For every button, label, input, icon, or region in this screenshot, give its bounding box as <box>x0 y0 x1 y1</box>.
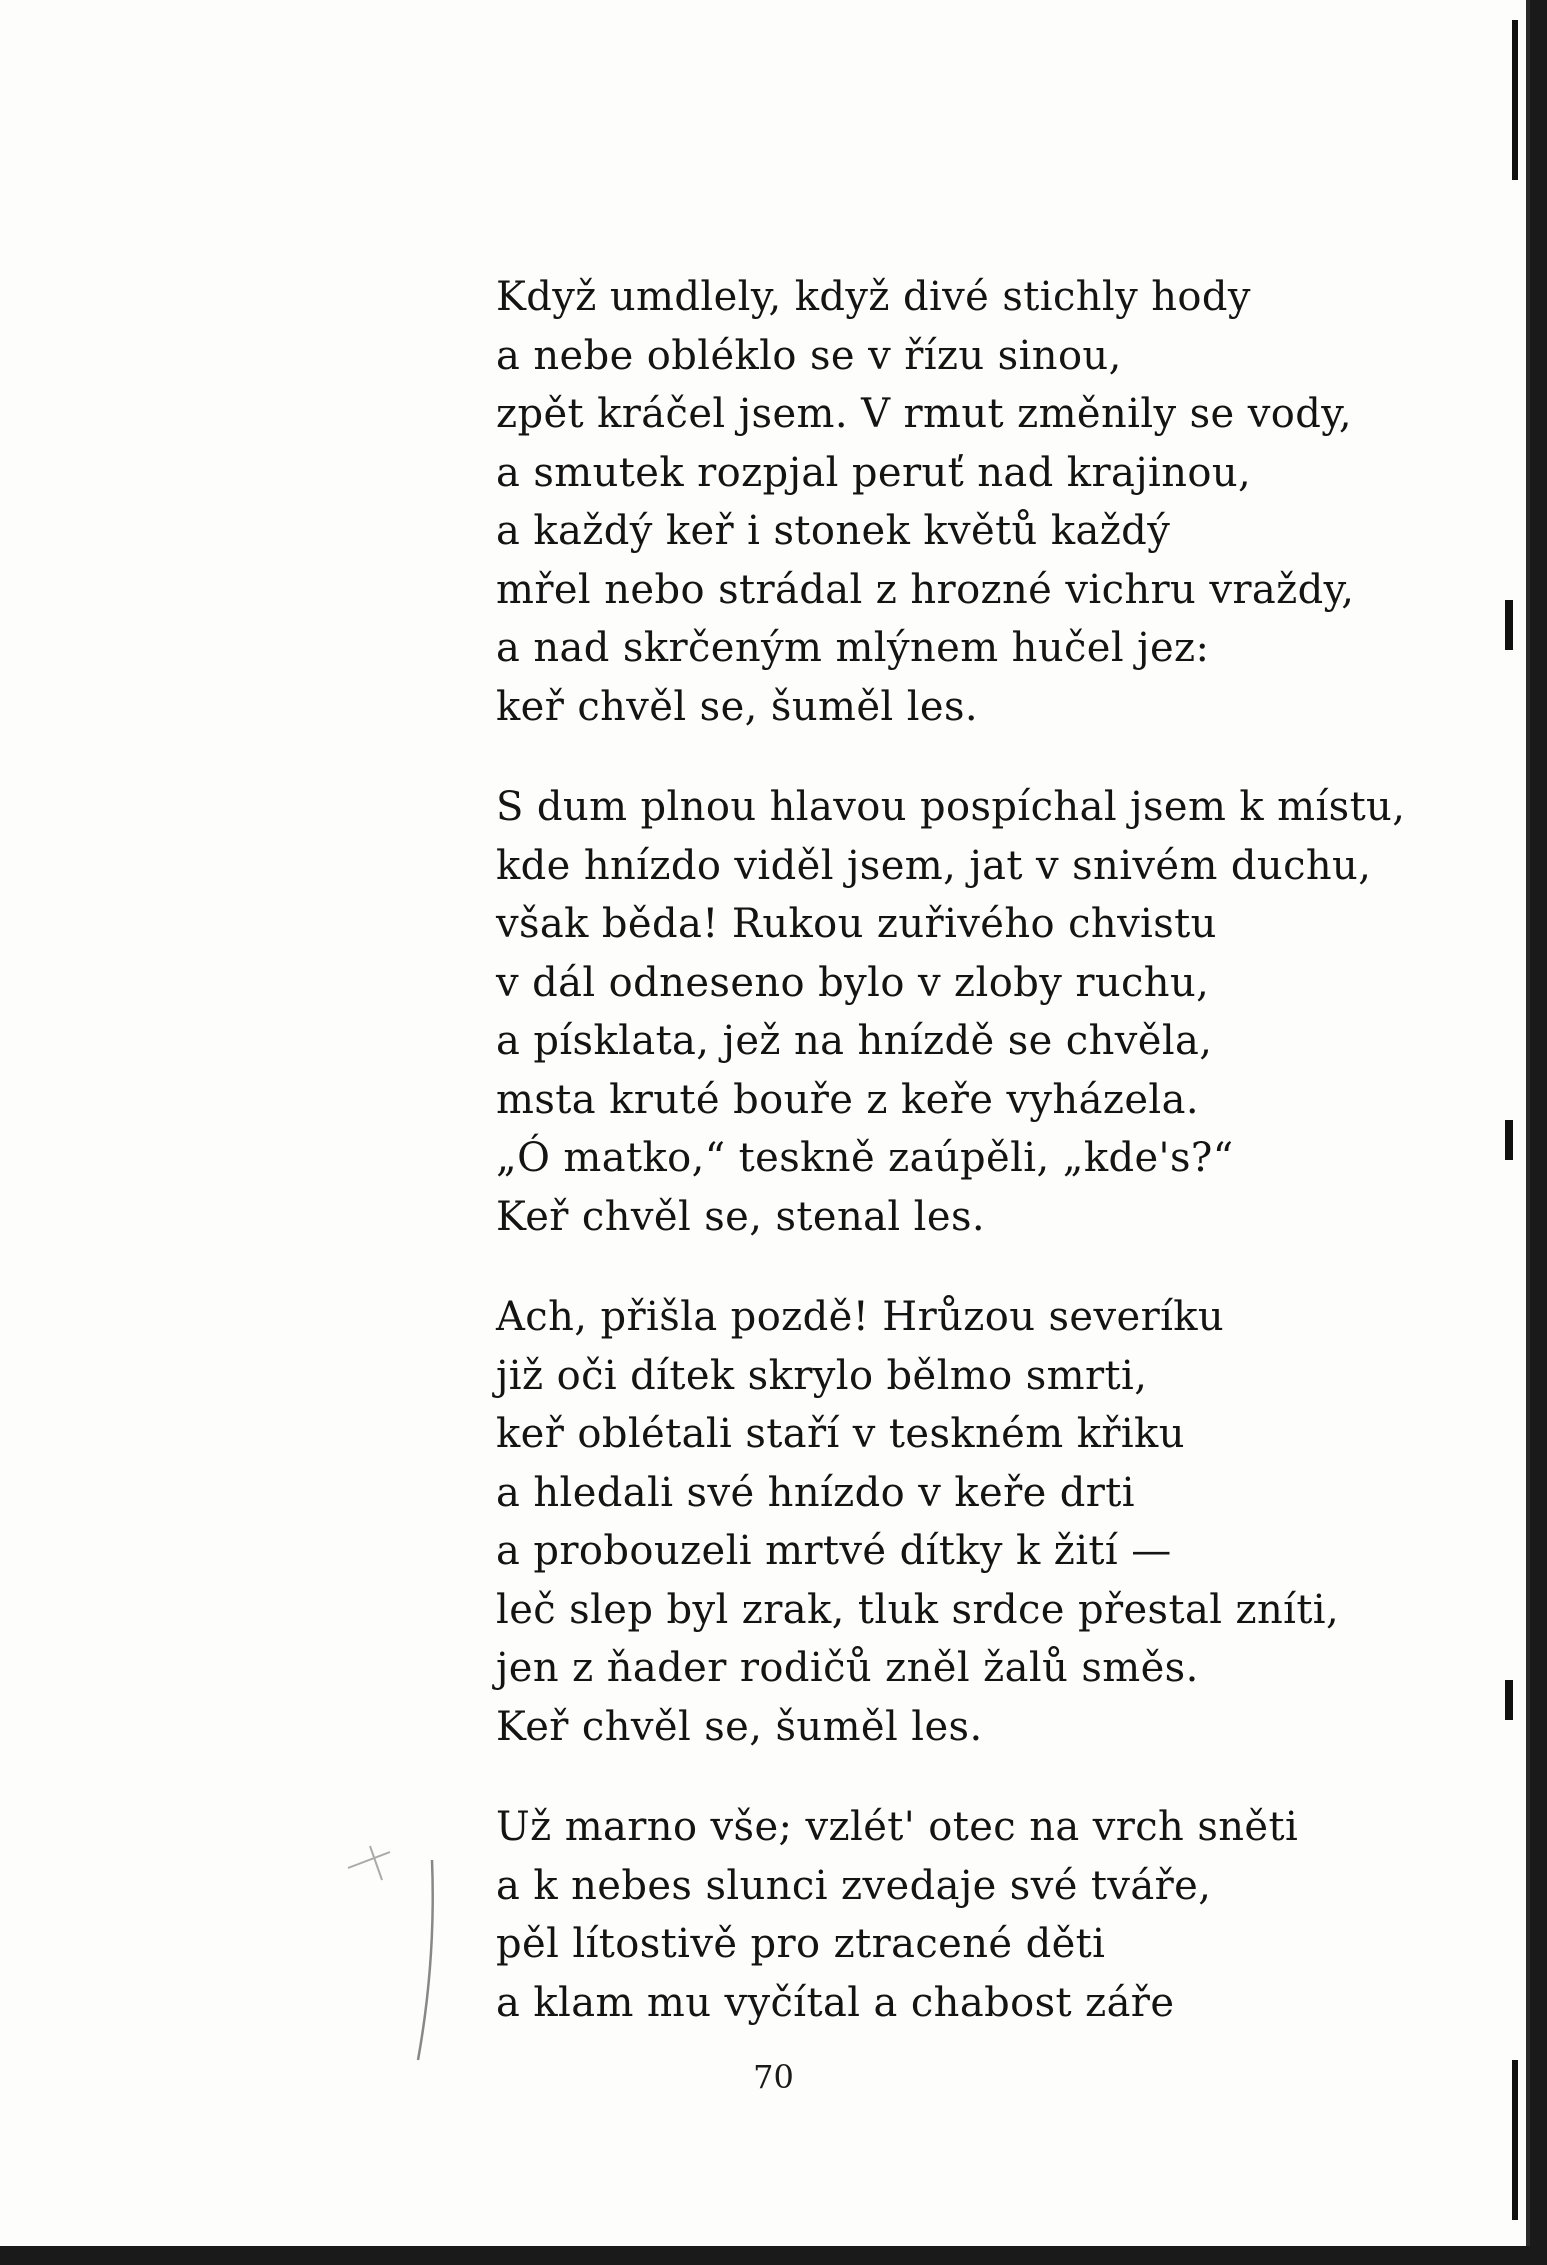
poem-text <box>496 268 1436 2074</box>
poem-line: „Ó matko,“ teskně zaúpěli, „kde's?“ <box>496 1135 1234 1181</box>
poem-line: v dál odneseno bylo v zloby ruchu, <box>496 959 1210 1006</box>
stanza <box>496 778 1436 1246</box>
stanza <box>496 1288 1436 1756</box>
poem-line: pěl lítostivě pro ztracené děti <box>496 1921 1106 1967</box>
poem-line: Už marno vše; vzlét' otec na vrch sněti <box>496 1804 1299 1850</box>
poem-line: a písklata, jež na hnízdě se chvěla, <box>496 1018 1213 1064</box>
poem-line: msta kruté bouře z keře vyházela. <box>496 1076 1199 1123</box>
poem-line: však běda! Rukou zuřivého chvistu <box>496 901 1217 947</box>
poem-line: Když umdlely, když divé stichly hody <box>496 274 1251 320</box>
poem-line: keř chvěl se, šuměl les. <box>496 683 979 730</box>
poem-line: a hledali své hnízdo v keře drti <box>496 1469 1135 1516</box>
poem-line: keř oblétali staří v teskném křiku <box>496 1411 1185 1457</box>
poem-line: leč slep byl zrak, tluk srdce přestal zníti, <box>496 1586 1340 1633</box>
pencil-mark <box>340 1840 440 2080</box>
poem-line: Keř chvěl se, stenal les. <box>496 1193 985 1240</box>
poem-line: jen z ňader rodičů zněl žalů směs. <box>496 1645 1199 1691</box>
poem-line: a smutek rozpjal peruť nad krajinou, <box>496 449 1252 496</box>
poem-line: Ach, přišla pozdě! Hrůzou severíku <box>496 1294 1225 1340</box>
page-edge-shadow <box>1505 1680 1513 1720</box>
poem-line: a klam mu vyčítal a chabost záře <box>496 1979 1175 2026</box>
poem-line: již oči dítek skrylo bělmo smrti, <box>496 1352 1148 1399</box>
poem-line: a k nebes slunci zvedaje své tváře, <box>496 1862 1212 1909</box>
poem-line: S dum plnou hlavou pospíchal jsem k místu, <box>496 784 1406 830</box>
stanza <box>496 1798 1436 2032</box>
poem-line: a probouzeli mrtvé dítky k žití — <box>496 1528 1172 1574</box>
page-number: 70 <box>753 2058 794 2096</box>
poem-line: a každý keř i stonek květů každý <box>496 508 1171 554</box>
poem-line: Keř chvěl se, šuměl les. <box>496 1703 983 1750</box>
poem-line: a nebe obléklo se v řízu sinou, <box>496 332 1122 379</box>
stanza <box>496 268 1436 736</box>
page-edge-shadow <box>1505 1120 1513 1160</box>
page-edge-shadow <box>1512 20 1518 180</box>
poem-line: mřel nebo strádal z hrozné vichru vraždy, <box>496 566 1355 613</box>
poem-line: a nad skrčeným mlýnem hučel jez: <box>496 625 1210 671</box>
page-edge-shadow <box>1505 600 1513 650</box>
poem-line: zpět kráčel jsem. V rmut změnily se vody, <box>496 391 1353 437</box>
poem-line: kde hnízdo viděl jsem, jat v snivém duchu, <box>496 842 1372 889</box>
